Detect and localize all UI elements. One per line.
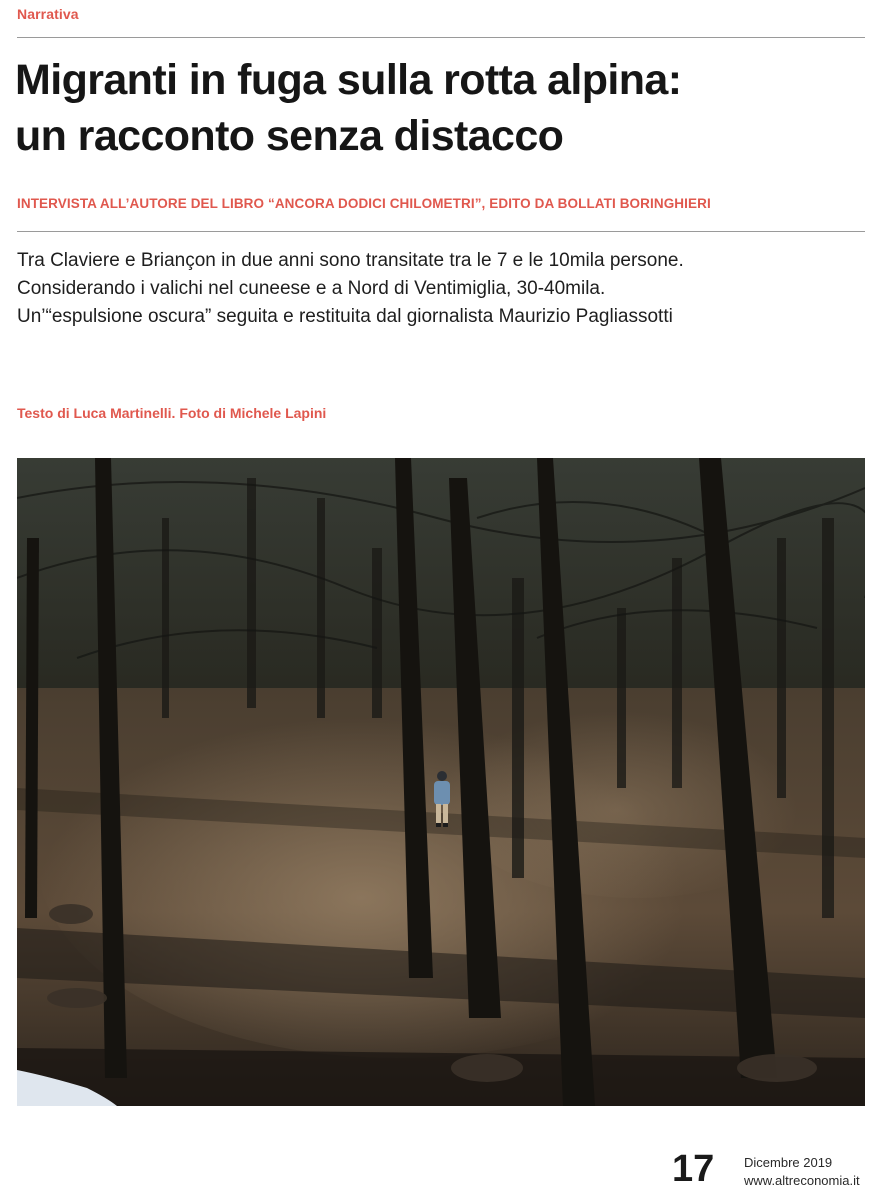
kicker: INTERVISTA ALL’AUTORE DEL LIBRO “ANCORA DODICI CHILOMETRI”, EDITO DA BOLLATI BORINGHIERI: [17, 196, 711, 211]
top-divider: [17, 37, 865, 38]
kicker-divider: [17, 231, 865, 232]
standfirst-line-2: Considerando i valichi nel cuneese e a Nord di Ventimiglia, 30-40mila.: [17, 278, 606, 299]
standfirst: [17, 247, 867, 331]
byline: Testo di Luca Martinelli. Foto di Michele Lapini: [17, 405, 327, 421]
headline-line-2: un racconto senza distacco: [15, 112, 564, 160]
issue-date: Dicembre 2019: [744, 1155, 833, 1170]
page-number: 17: [672, 1148, 715, 1190]
headline: [15, 52, 865, 164]
standfirst-line-1: Tra Claviere e Briançon in due anni sono transitate tra le 7 e le 10mila persone.: [17, 250, 684, 271]
section-label: Narrativa: [17, 6, 79, 22]
forest-photo: [17, 458, 865, 1106]
headline-line-1: Migranti in fuga sulla rotta alpina:: [15, 56, 682, 104]
forest-illustration: [17, 458, 865, 1106]
standfirst-line-3: Un’“espulsione oscura” seguita e restituita dal giornalista Maurizio Pagliassotti: [17, 306, 673, 327]
website-url: www.altreconomia.it: [744, 1173, 860, 1188]
